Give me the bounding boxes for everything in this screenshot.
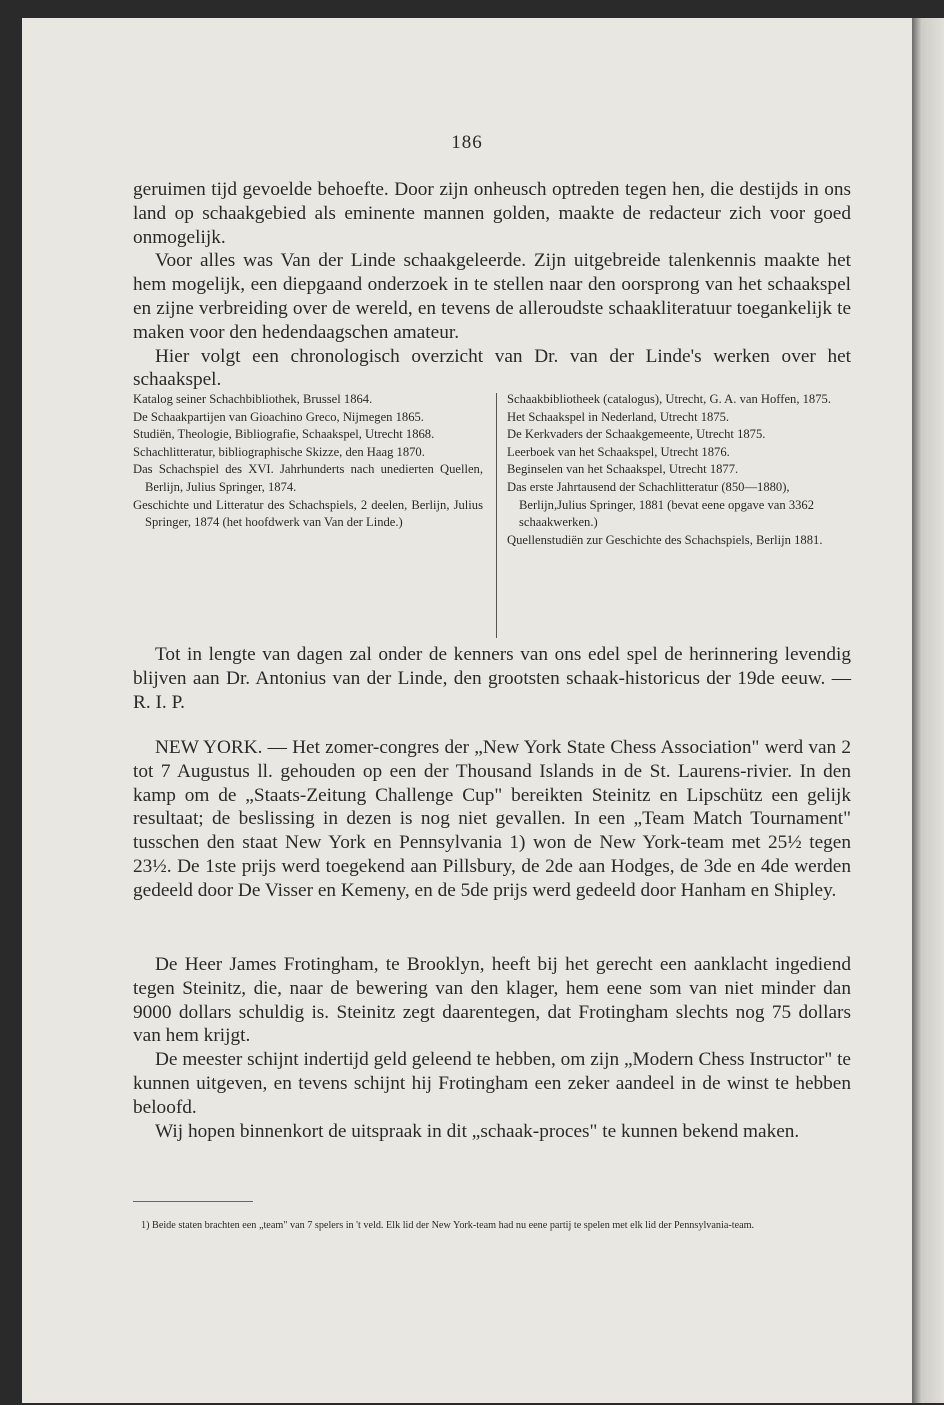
bibliography-entry: Leerboek van het Schaakspel, Utrecht 1876. (507, 444, 730, 459)
bibliography-entry: Studiën, Theologie, Bibliografie, Schaakspel, Utrecht 1868. (133, 427, 435, 442)
paragraph: Wij hopen binnenkort de uitspraak in dit „schaak-proces" te kunnen bekend maken. (155, 1120, 800, 1142)
paragraph: Hier volgt een chronologisch overzicht van Dr. van der Linde's werken over het schaakspel. (133, 345, 851, 391)
frotingham-section (133, 953, 851, 1143)
bibliography-entry: Schachlitteratur, bibliographische Skizze, den Haag 1870. (133, 444, 425, 459)
bibliography-entry: De Schaakpartijen van Gioachino Greco, Nijmegen 1865. (133, 409, 424, 424)
closing-paragraph: Tot in lengte van dagen zal onder de kenners van ons edel spel de herinnering levendig blijven aan Dr. Antonius van der Linde, den grootsten schaak-historicus der 19de eeuw. — R. I. P. (133, 644, 851, 713)
bibliography-right-column (507, 391, 852, 549)
bibliography-entry: Beginselen van het Schaakspel, Utrecht 1877. (507, 462, 739, 477)
paragraph: Voor alles was Van der Linde schaakgeleerde. Zijn uitgebreide talenkennis maakte het hem mogelijk, een diepgaand onderzoek in te stellen naar den oorsprong van het schaakspel en zijne verbreiding over de wereld, en tevens de alleroudste schaakliteratuur toegankelijk te maken voor den hedendaagschen amateur. (133, 250, 851, 343)
bibliography-entry: De Kerkvaders der Schaakgemeente, Utrecht 1875. (507, 427, 766, 442)
page-edge (912, 18, 944, 1403)
page-number: 186 (451, 132, 483, 153)
paragraph: geruimen tijd gevoelde behoefte. Door zijn onheusch optreden tegen hen, die destijds in ons land op schaakgebied als eminente mannen golden, maakte de redacteur zich voor goed onmogelijk. (133, 179, 851, 248)
bibliography-entry: Quellenstudiën zur Geschichte des Schachspiels, Berlijn 1881. (507, 532, 823, 547)
footnote-rule (133, 1201, 253, 1202)
bibliography-entry: Das erste Jahrtausend der Schachlitteratur (850—1880), Berlijn,Julius Springer, 1881 (bevat eene opgave van 3362 schaakwerken.) (507, 479, 815, 530)
bibliography-entry: Geschichte und Litteratur des Schachspiels, 2 deelen, Berlijn, Julius Springer, 1874 (het hoofdwerk van Van der Linde.) (133, 497, 483, 530)
bibliography-entry: Schaakbibliotheek (catalogus), Utrecht, G. A. van Hoffen, 1875. (507, 392, 831, 406)
bibliography-entry: Das Schachspiel des XVI. Jahrhunderts nach unedierten Quellen, Berlijn, Julius Springer, 1874. (133, 462, 483, 494)
bibliography-entry: Het Schaakspel in Nederland, Utrecht 1875. (507, 409, 730, 424)
intro-section (133, 178, 851, 392)
paragraph: De meester schijnt indertijd geld geleend te hebben, om zijn „Modern Chess Instructor" te kunnen uitgeven, en tevens schijnt hij Frotingham een zeker aandeel in de winst te hebben beloofd. (133, 1049, 851, 1118)
book-page (22, 18, 912, 1403)
paragraph: De Heer James Frotingham, te Brooklyn, heeft bij het gerecht een aanklacht ingediend tegen Steinitz, die, naar de bewering van den klager, hem eene som van niet minder dan 9000 dollars schuldig is. Steinitz zegt daarentegen, dat Frotingham slechts nog 75 dollars van hem krijgt. (133, 954, 851, 1047)
new-york-paragraph: NEW YORK. — Het zomer-congres der „New York State Chess Association" werd van 2 tot 7 Augustus ll. gehouden op een der Thousand Islands in de St. Laurens-rivier. In den kamp om de „Staats-Zeitung Challenge Cup" bereikten Steinitz en Lipschütz een gelijk resultaat; de beslissing in dezen is nog niet gevallen. In een „Team Match Tournament" tusschen den staat New York en Pennsylvania 1) won de New York-team met 25½ tegen 23½. De 1ste prijs werd toegekend aan Pillsbury, de 2de aan Hodges, de 3de en 4de werden gedeeld door De Visser en Kemeny, en de 5de prijs werd gedeeld door Hanham en Shipley. (133, 737, 851, 901)
bibliography-entry: Katalog seiner Schachbibliothek, Brussel 1864. (133, 392, 373, 406)
column-divider (496, 393, 497, 638)
bibliography-left-column (133, 391, 483, 532)
footnote: 1) Beide staten brachten een „team" van 7 spelers in 't veld. Elk lid der New York-team had nu eene partij te spelen met elk lid der Pennsylvania-team. (141, 1220, 755, 1231)
